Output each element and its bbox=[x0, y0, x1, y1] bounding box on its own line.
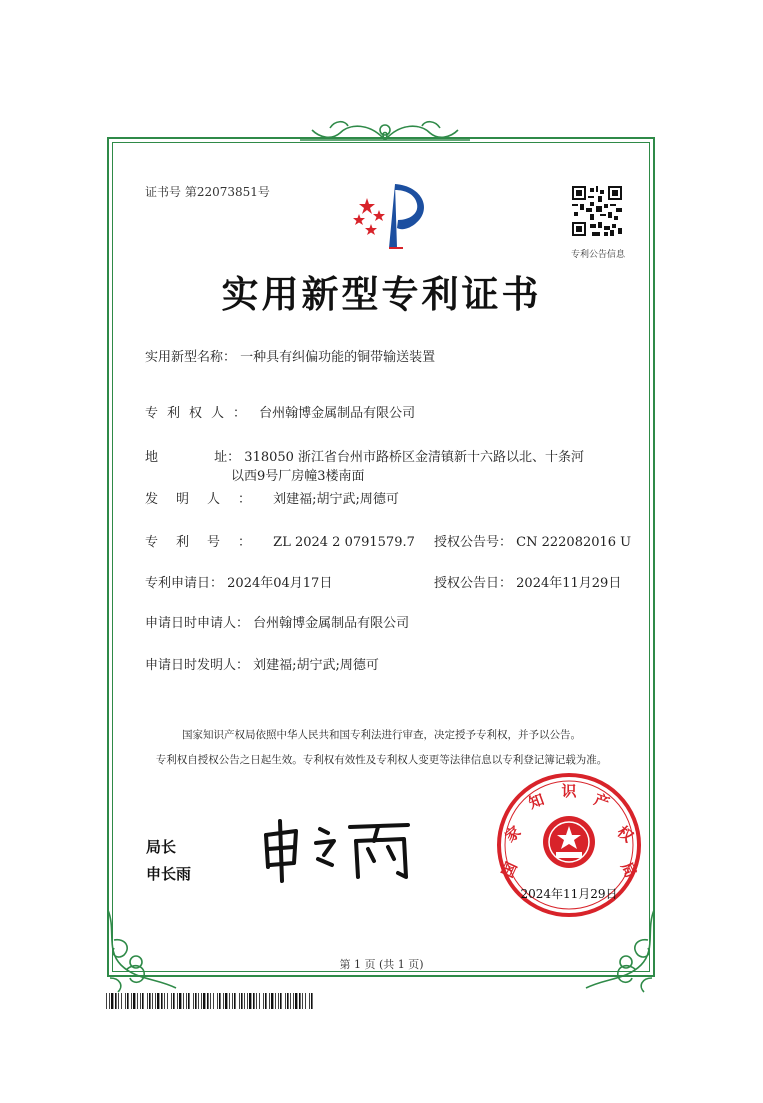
patent-no-value: ZL 2024 2 0791579.7 bbox=[273, 535, 415, 550]
handwritten-signature-icon bbox=[258, 815, 418, 885]
barcode-icon bbox=[106, 993, 314, 1009]
official-seal-icon bbox=[494, 770, 644, 920]
address-line-1: 318050 浙江省台州市路桥区金清镇新十六路以北、十条河 bbox=[244, 450, 585, 465]
grant-no-value: CN 222082016 U bbox=[516, 535, 632, 550]
filing-date-label: 专利申请日： bbox=[145, 576, 224, 591]
page-number: 第 1 页 (共 1 页) bbox=[339, 958, 424, 971]
svg-text:家: 家 bbox=[501, 822, 525, 846]
signatory-role: 局长 bbox=[146, 838, 177, 856]
filing-date-row bbox=[145, 572, 332, 591]
cert-no-value: 第22073851号 bbox=[184, 185, 270, 199]
patent-no-label: 专利号： bbox=[145, 535, 270, 550]
cnipa-logo-icon bbox=[345, 180, 435, 260]
grant-date-row bbox=[434, 572, 621, 591]
applicant-value: 台州翰博金属制品有限公司 bbox=[253, 616, 410, 631]
name-label: 实用新型名称： bbox=[145, 350, 237, 365]
address-label-1: 地 bbox=[145, 450, 159, 465]
inventor-row bbox=[145, 488, 399, 507]
bottom-left-ornament-icon bbox=[96, 900, 196, 1000]
grant-date-label: 授权公告日： bbox=[434, 576, 513, 591]
svg-text:识: 识 bbox=[561, 782, 577, 800]
app-inventor-value: 刘建福;胡宁武;周德可 bbox=[253, 658, 379, 673]
inventor-label: 发明人： bbox=[145, 492, 270, 507]
utility-model-name-row bbox=[145, 346, 435, 365]
applicant-row bbox=[145, 612, 409, 631]
grant-no-label: 授权公告号： bbox=[434, 535, 513, 550]
patentee-value: 台州翰博金属制品有限公司 bbox=[259, 406, 416, 421]
certificate-number bbox=[145, 183, 270, 200]
svg-text:国: 国 bbox=[498, 859, 521, 881]
patent-no-row bbox=[145, 531, 415, 550]
grant-no-row bbox=[434, 531, 631, 550]
address-line-2-row bbox=[231, 465, 365, 484]
svg-text:知: 知 bbox=[526, 790, 547, 813]
signatory-name: 申长雨 bbox=[146, 865, 192, 883]
svg-text:局: 局 bbox=[617, 859, 640, 881]
patentee-row bbox=[145, 402, 415, 421]
notice-line-1: 国家知识产权局依照中华人民共和国专利法进行审查，决定授予专利权，并予以公告。 bbox=[182, 729, 581, 741]
svg-text:权: 权 bbox=[613, 822, 637, 846]
address-row bbox=[145, 446, 584, 465]
inventor-value: 刘建福;胡宁武;周德可 bbox=[273, 492, 399, 507]
page-title: 实用新型专利证书 bbox=[221, 273, 542, 316]
app-inventor-label: 申请日时发明人： bbox=[145, 658, 250, 673]
notice-line-2: 专利权自授权公告之日起生效。专利权有效性及专利权人变更等法律信息以专利登记簿记载为准。 bbox=[155, 754, 608, 766]
name-value: 一种具有纠偏功能的铜带输送装置 bbox=[240, 350, 436, 365]
qr-label: 专利公告信息 bbox=[570, 250, 625, 260]
filing-date-value: 2024年04月17日 bbox=[227, 576, 333, 591]
seal-date: 2024年11月29日 bbox=[520, 887, 618, 901]
patentee-label: 专利权人： bbox=[145, 406, 256, 421]
applicant-label: 申请日时申请人： bbox=[145, 616, 250, 631]
top-ornament-icon bbox=[290, 118, 480, 148]
grant-date-value: 2024年11月29日 bbox=[516, 576, 622, 591]
app-inventor-row bbox=[145, 654, 379, 673]
address-line-2: 以西9号厂房幢3楼南面 bbox=[231, 469, 365, 484]
svg-text:产: 产 bbox=[591, 790, 612, 813]
address-label-2: 址： bbox=[214, 450, 241, 465]
cert-no-label: 证书号 bbox=[145, 185, 182, 199]
qr-code-icon[interactable] bbox=[572, 186, 622, 236]
